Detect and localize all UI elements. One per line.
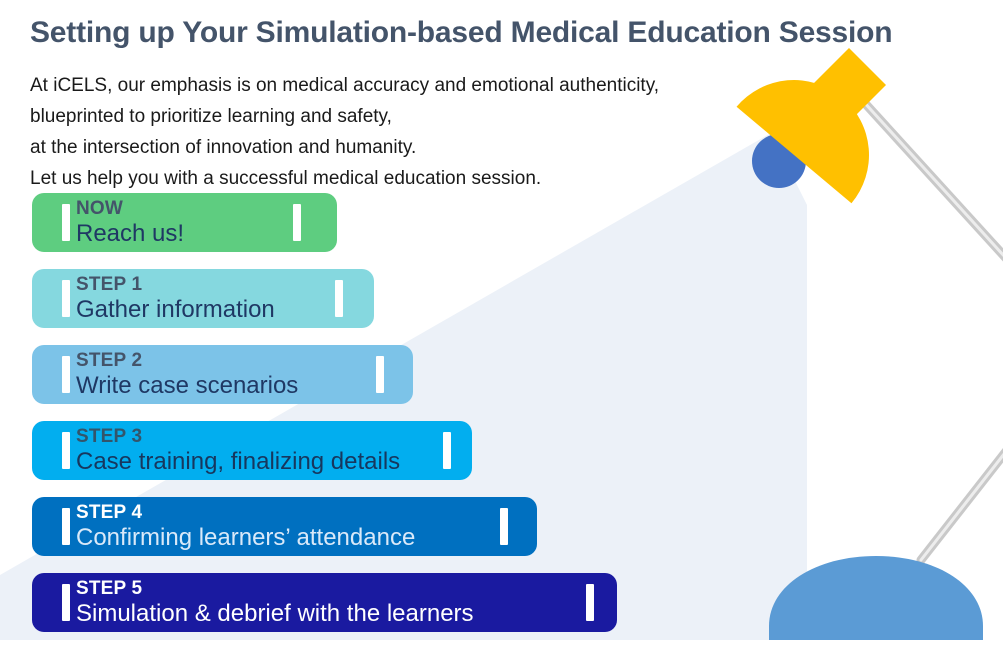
lamp-arm-lower-highlight bbox=[921, 440, 1003, 560]
tick-right bbox=[443, 432, 451, 469]
step-desc: Case training, finalizing details bbox=[76, 448, 401, 475]
intro-line: blueprinted to prioritize learning and safety, bbox=[30, 106, 392, 127]
step-desc: Reach us! bbox=[76, 220, 185, 247]
tick-left bbox=[62, 356, 70, 393]
step-desc: Confirming learners’ attendance bbox=[76, 524, 416, 551]
tick-left bbox=[62, 584, 70, 621]
step-desc: Simulation & debrief with the learners bbox=[76, 600, 474, 627]
page-title: Setting up Your Simulation-based Medical Education Session bbox=[30, 16, 893, 49]
tick-right bbox=[335, 280, 343, 317]
intro-line: At iCELS, our emphasis is on medical accuracy and emotional authenticity, bbox=[30, 75, 660, 96]
step-label: STEP 2 bbox=[76, 350, 143, 371]
step-desc: Write case scenarios bbox=[76, 372, 299, 399]
intro-line: Let us help you with a successful medical education session. bbox=[30, 168, 542, 189]
step-label: STEP 5 bbox=[76, 578, 143, 599]
tick-left bbox=[62, 280, 70, 317]
step-bar-2 bbox=[32, 345, 413, 404]
intro-text bbox=[30, 70, 790, 194]
step-bar-1 bbox=[32, 269, 374, 328]
step-label: STEP 4 bbox=[76, 502, 143, 523]
tick-right bbox=[586, 584, 594, 621]
step-label: STEP 3 bbox=[76, 426, 143, 447]
tick-left bbox=[62, 432, 70, 469]
step-bar-3 bbox=[32, 421, 472, 480]
step-bar-4 bbox=[32, 497, 537, 556]
tick-left bbox=[62, 204, 70, 241]
tick-right bbox=[376, 356, 384, 393]
tick-right bbox=[293, 204, 301, 241]
step-desc: Gather information bbox=[76, 296, 275, 323]
step-bar-now bbox=[32, 193, 337, 252]
intro-line: at the intersection of innovation and humanity. bbox=[30, 137, 417, 158]
tick-left bbox=[62, 508, 70, 545]
step-bar-5 bbox=[32, 573, 617, 632]
step-label: NOW bbox=[76, 198, 124, 219]
step-label: STEP 1 bbox=[76, 274, 143, 295]
tick-right bbox=[500, 508, 508, 545]
